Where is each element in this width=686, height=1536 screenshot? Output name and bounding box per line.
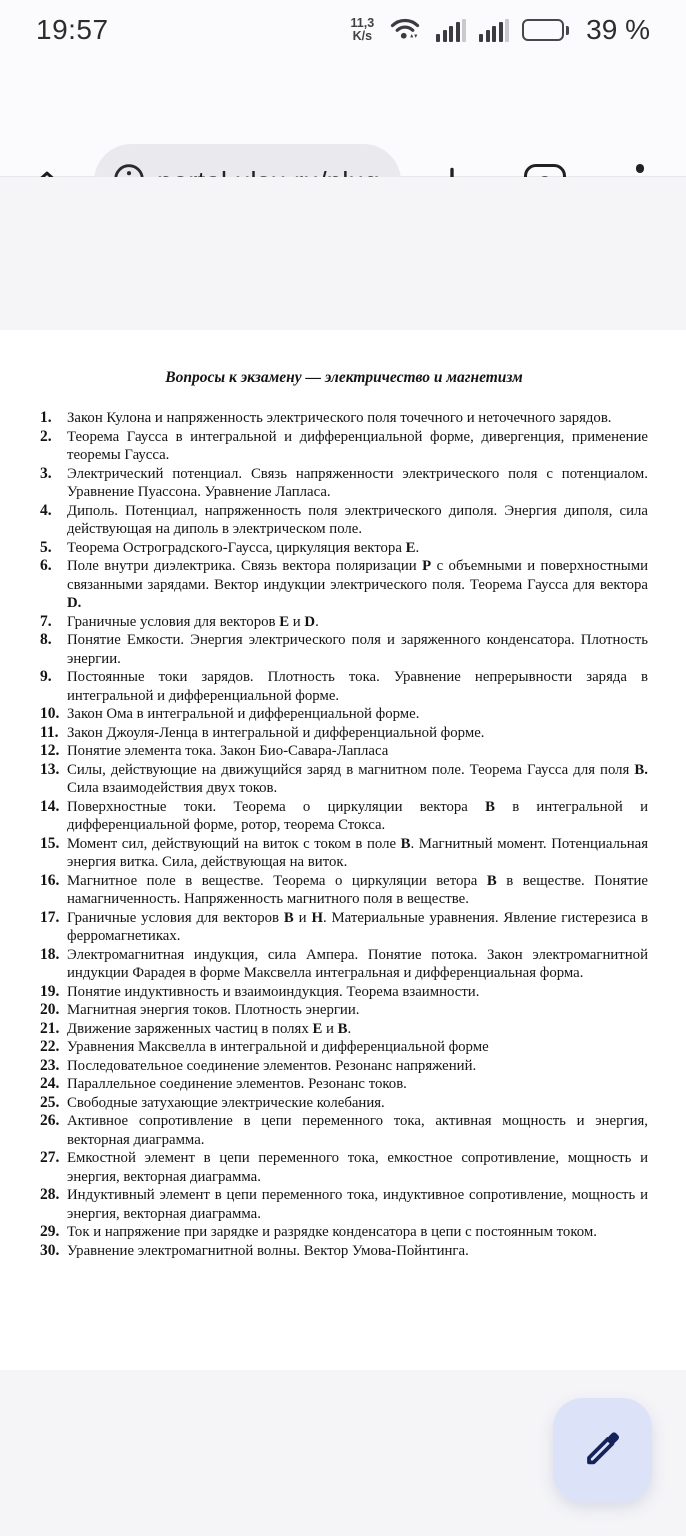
question-text: Свободные затухающие электрические колебания. [67,1094,385,1111]
battery-percent: 39 % [586,14,650,45]
question-item [40,613,648,632]
question-number: 11. [40,723,59,741]
question-text: Электрический потенциал. Связь напряженности электрического поля с потенциалом. Уравнение Пуассона. Уравнение Лапласа. [67,465,648,500]
signal-bars-sim2-icon [479,18,509,42]
question-text: Понятие индуктивность и взаимоиндукция. Теорема взаимности. [67,983,480,1000]
question-text: Емкостной элемент в цепи переменного тока, емкостное сопротивление, мощность и энергия, векторная диаграмма. [67,1150,648,1185]
question-item [40,946,648,983]
question-number: 27. [40,1149,60,1166]
network-speed [351,17,375,43]
question-number: 30. [40,1241,60,1259]
question-item [40,1242,648,1261]
question-number: 14. [40,797,60,815]
question-text: Электромагнитная индукция, сила Ампера. Понятие потока. Закон электромагнитной индукции Фарадея в форме Максвелла интегральная и дифференциальная форма. [67,946,648,981]
question-number: 3. [40,464,52,482]
question-item [40,909,648,946]
question-text: Индуктивный элемент в цепи переменного тока, индуктивное сопротивление, мощность и энергия, векторная диаграмма. [67,1187,648,1222]
question-text: Граничные условия для векторов E и D. [67,613,319,630]
question-text: Диполь. Потенциал, напряженность поля электрического диполя. Энергия диполя, сила действующая на диполь в электрическом поле. [67,502,648,537]
question-item [40,1112,648,1149]
question-text: Теорема Гаусса в интегральной и дифференциальной форме, дивергенция, применение теоремы Гаусса. [67,428,648,463]
question-item [40,835,648,872]
question-item [40,798,648,835]
question-item [40,983,648,1002]
question-item [40,1020,648,1039]
question-number: 26. [40,1112,60,1129]
question-item [40,502,648,539]
question-item [40,465,648,502]
question-text: Поверхностные токи. Теорема о циркуляции вектора B в интегральной и дифференциальной форме, ротор, теорема Стокса. [67,798,648,833]
question-list [40,409,648,1260]
question-text: Последовательное соединение элементов. Резонанс напряжений. [67,1057,477,1074]
question-number: 2. [40,427,52,445]
question-number: 6. [40,557,52,574]
question-number: 1. [40,409,52,426]
question-text: Теорема Остроградского-Гаусса, циркуляция вектора E. [67,539,420,556]
question-number: 29. [40,1223,60,1240]
question-text: Постоянные токи зарядов. Плотность тока. Уравнение непрерывности заряда в интегральной и дифференциальной форме. [67,669,648,704]
question-item [40,742,648,761]
question-number: 4. [40,501,52,519]
question-item [40,1038,648,1057]
question-item [40,1094,648,1113]
battery-icon [522,19,569,41]
question-number: 19. [40,982,60,1000]
question-number: 28. [40,1186,60,1203]
question-text: Понятие элемента тока. Закон Био-Савара-Лапласа [67,743,389,759]
question-item [40,1186,648,1223]
question-number: 12. [40,742,60,759]
question-item [40,428,648,465]
question-text: Параллельное соединение элементов. Резонанс токов. [67,1076,407,1092]
pencil-edit-icon [579,1424,627,1477]
question-item [40,705,648,724]
question-text: Поле внутри диэлектрика. Связь вектора поляризации P с объемными и поверхностными связанными зарядами. Вектор индукции электрического поля. Теорема Гаусса для вектора D. [67,558,648,611]
question-item [40,1057,648,1076]
question-number: 24. [40,1075,60,1092]
question-item [40,1075,648,1094]
question-text: Магнитное поле в веществе. Теорема о циркуляции ветора B в веществе. Понятие намагниченность. Напряженность магнитного поля в веществе. [67,872,648,907]
question-number: 13. [40,760,60,778]
signal-bars-sim1-icon [436,18,466,42]
question-text: Закон Джоуля-Ленца в интегральной и дифференциальной форме. [67,724,485,741]
clock: 19:57 [36,14,109,45]
question-item [40,872,648,909]
question-number: 25. [40,1093,60,1111]
network-speed-unit: K/s [352,29,373,43]
question-number: 9. [40,668,52,685]
question-text: Граничные условия для векторов B и H. Материальные уравнения. Явление гистерезиса в ферромагнетиках. [67,909,648,944]
question-number: 7. [40,612,52,630]
question-text: Момент сил, действующий на виток с током в поле B. Магнитный момент. Потенциальная энергия витка. Сила, действующая на виток. [67,835,648,870]
question-text: Силы, действующие на движущийся заряд в магнитном поле. Теорема Гаусса для поля B. Сила взаимодействия двух токов. [67,761,648,796]
question-item [40,724,648,743]
question-number: 23. [40,1056,60,1074]
pdf-viewer[interactable] [0,177,686,1536]
question-item [40,631,648,668]
question-number: 15. [40,834,60,852]
question-item [40,1149,648,1186]
question-text: Магнитная энергия токов. Плотность энергии. [67,1002,360,1018]
question-item [40,761,648,798]
question-number: 16. [40,871,60,889]
question-number: 22. [40,1038,60,1055]
wifi-icon [387,13,423,48]
edit-fab-button[interactable] [553,1398,652,1502]
question-number: 17. [40,908,60,926]
question-item [40,409,648,428]
network-speed-value: 11,3 [350,16,375,30]
question-text: Уравнения Максвелла в интегральной и дифференциальной форме [67,1039,489,1055]
question-item [40,1223,648,1242]
question-text: Закон Кулона и напряженность электрического поля точечного и неточечного зарядов. [67,410,612,426]
question-text: Понятие Емкости. Энергия электрического поля и заряженного конденсатора. Плотность энергии. [67,632,648,667]
question-item [40,1001,648,1020]
question-text: Уравнение электромагнитной волны. Вектор Умова-Пойнтинга. [67,1242,469,1259]
status-icons [351,13,650,48]
question-text: Закон Ома в интегральной и дифференциальной форме. [67,706,420,722]
question-number: 18. [40,945,60,963]
question-text: Движение заряженных частиц в полях E и B. [67,1020,352,1037]
question-number: 21. [40,1019,60,1037]
question-number: 5. [40,538,52,556]
question-item [40,557,648,613]
browser-toolbar [0,60,686,177]
question-text: Ток и напряжение при зарядке и разрядке конденсатора в цепи с постоянным током. [67,1224,597,1240]
document-title: Вопросы к экзамену — электричество и магнетизм [165,369,523,386]
document-page [0,330,686,1370]
status-bar [0,0,686,60]
question-number: 20. [40,1001,60,1018]
question-number: 10. [40,705,60,722]
question-item [40,668,648,705]
question-item [40,539,648,558]
question-number: 8. [40,631,52,648]
question-text: Активное сопротивление в цепи переменного тока, активная мощность и энергия, векторная диаграмма. [67,1113,648,1148]
